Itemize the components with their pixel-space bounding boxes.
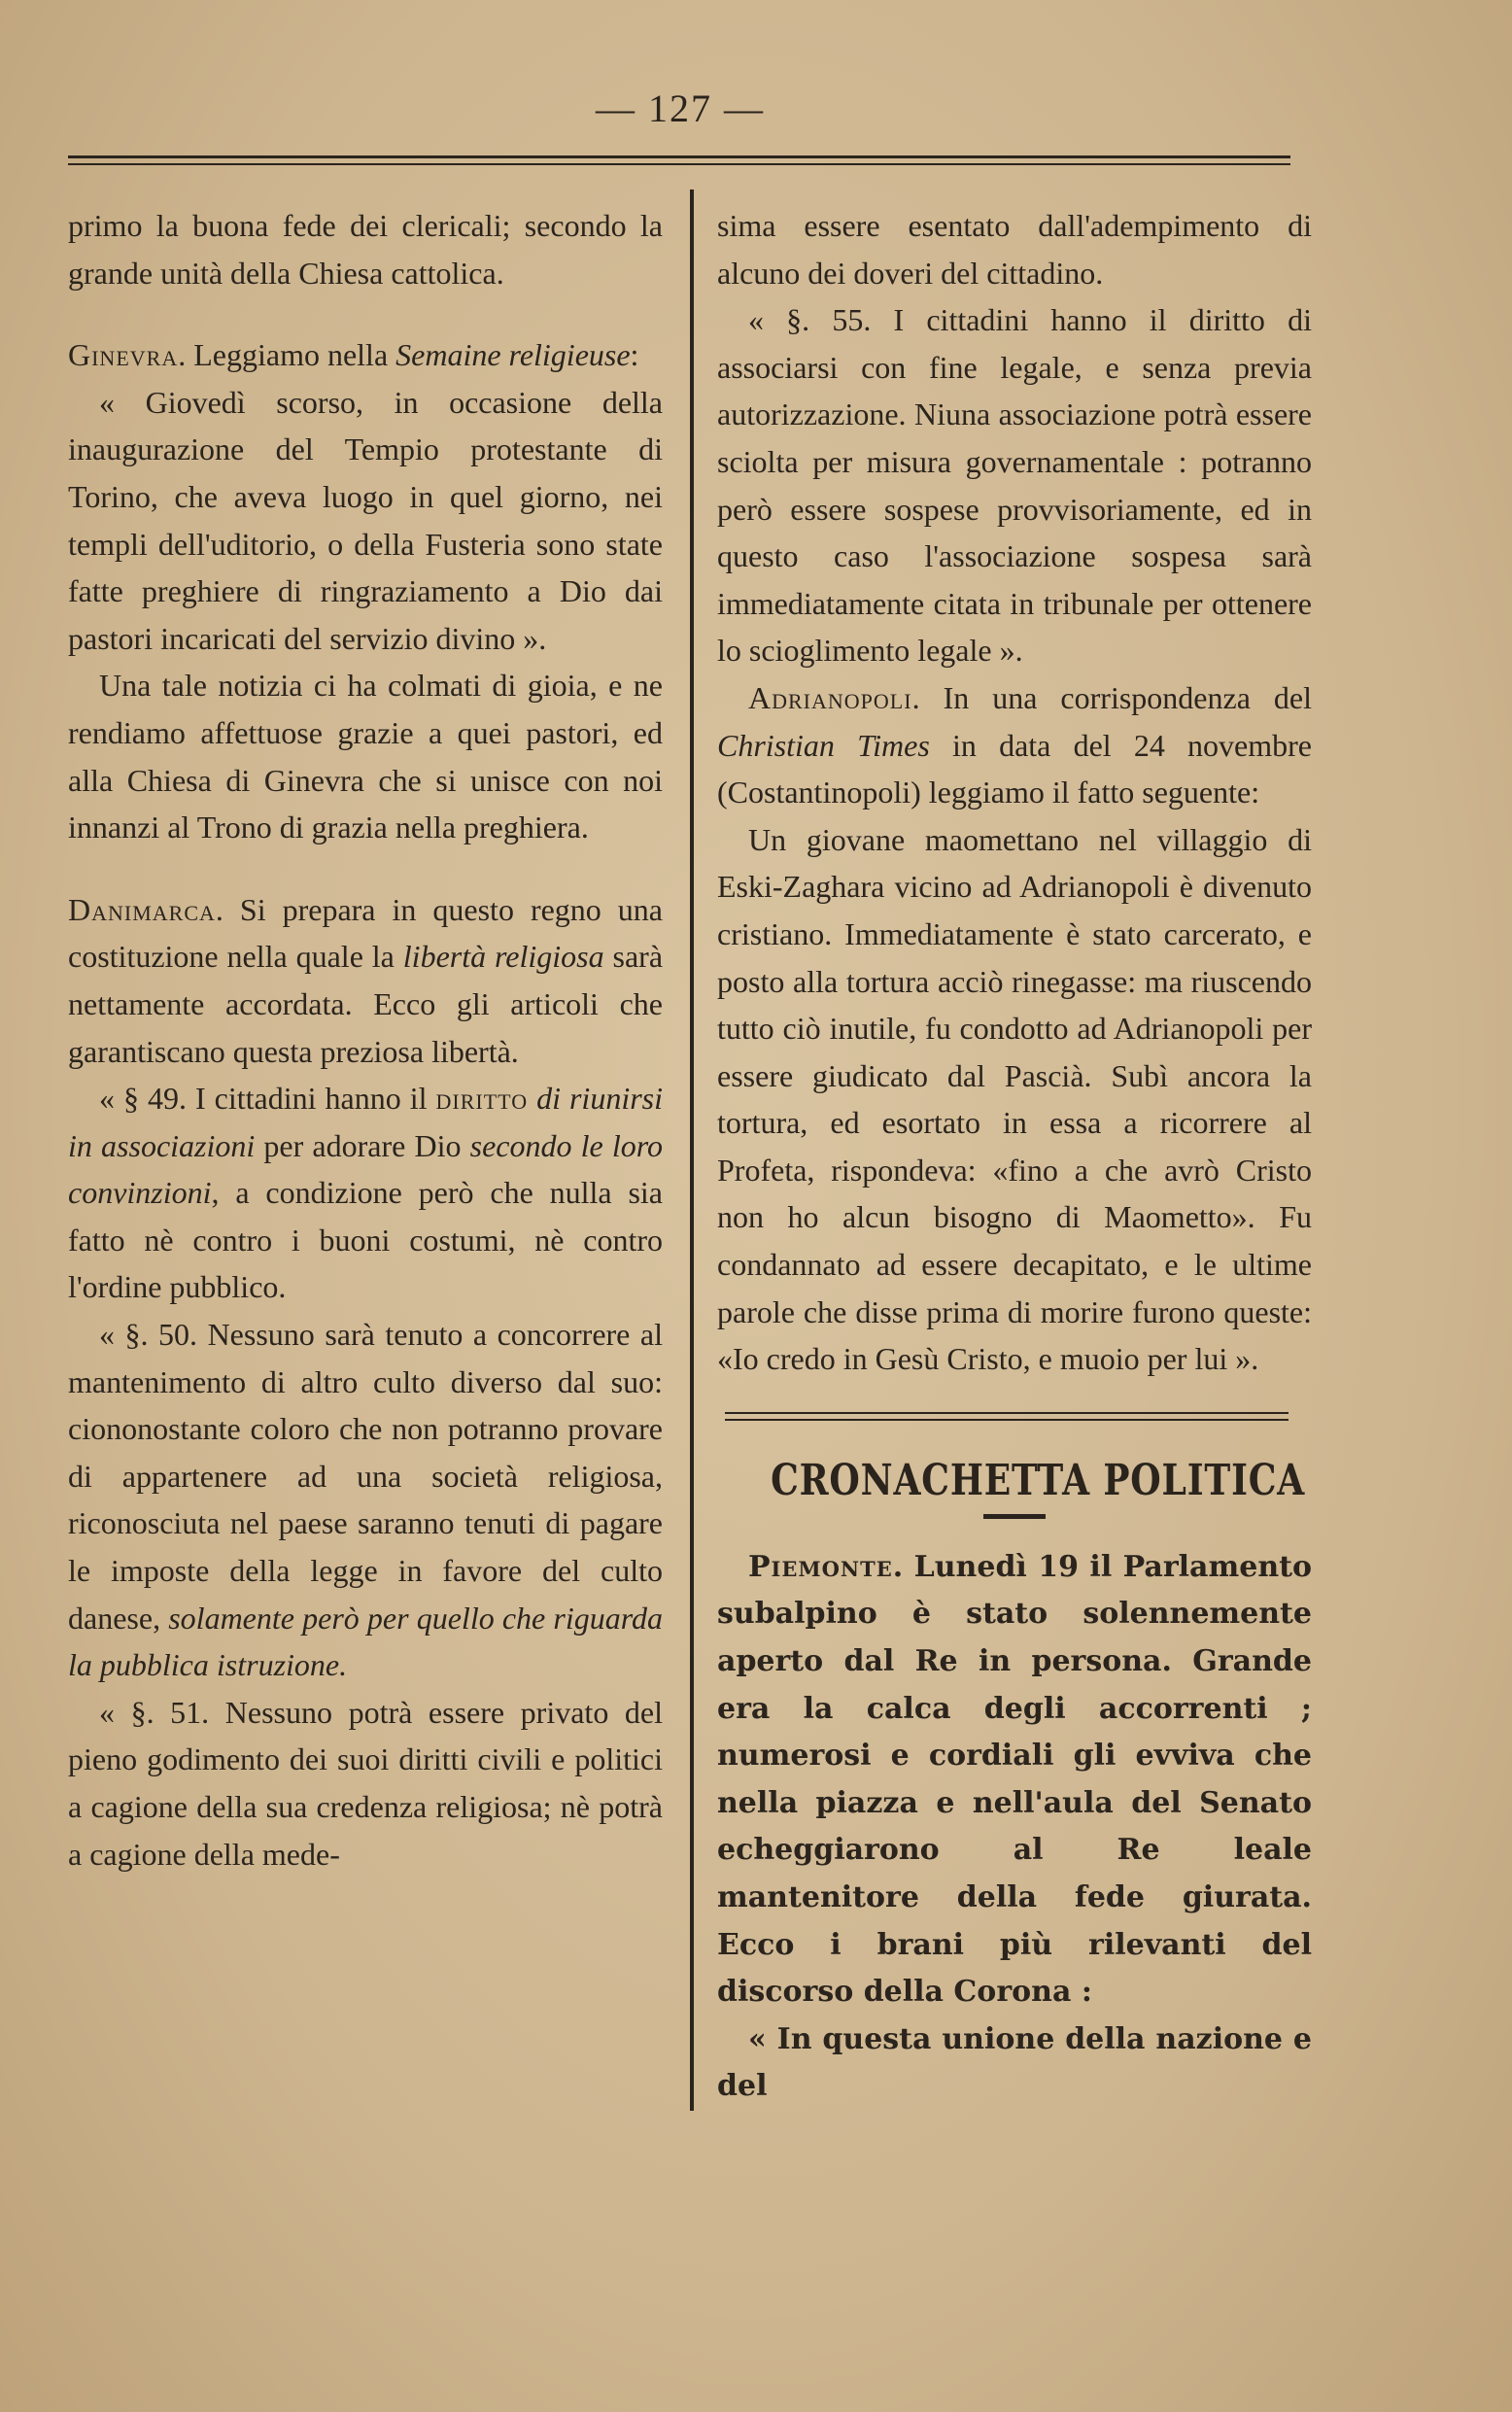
danimarca-place: Danimarca [68, 891, 216, 927]
piemonte-place: Piemonte [748, 1549, 893, 1584]
danimarca-text-a: . Si prepara in questo regno una costituzione nella quale la [68, 891, 663, 975]
piemonte-paragraph [717, 1544, 1312, 2016]
ginevra-colon: : [630, 337, 639, 373]
art49-b [528, 1081, 536, 1116]
danimarca-paragraph [68, 886, 663, 1075]
column-divider [690, 190, 694, 2111]
section-title-underline [983, 1514, 1046, 1519]
adrianopoli-text-a: . In una corrispondenza del [911, 679, 1312, 715]
adrianopoli-paragraph [717, 674, 1312, 816]
danimarca-text-b: sarà nettamente accordata. Ecco gli articoli che garantiscano questa preziosa libertà. [68, 939, 664, 1069]
adrianopoli-story: Un giovane maomettano nel villaggio di Eski-Zaghara vicino ad Adrianopoli è divenuto cristiano. Immediatamente è stato carcerato, e posto alla tortura acciò rinegasse: ma riuscendo tutto ciò inutile, fu condotto ad Adrianopoli per essere giudicato dal Pascià. Subì ancora la tortura, ed esortato in essa a ricorrere al Profeta, rispondeva: «fino a che avrò Cristo non ho alcun bisogno di Maometto». Fu condannato ad essere decapitato, e le ultime parole che disse prima di morire furono queste: «Io credo in Gesù Cristo, e muoio per lui ». [717, 821, 1312, 1377]
adrianopoli-text-b: in data del 24 novembre (Costantinopoli) leggiamo il fatto seguente: [717, 727, 1313, 810]
art49-italic-b: secondo le loro convinzioni [68, 1127, 663, 1211]
art50-italic: solamente però per quello che riguarda la pubblica istruzione. [68, 1600, 664, 1683]
art49-c: per adorare Dio [255, 1127, 470, 1163]
ginevra-heading-paragraph [68, 331, 663, 379]
art49-italic-a: di riunirsi in associazioni [68, 1081, 664, 1163]
danimarca-italic: libertà religiosa [402, 939, 604, 975]
page-number: — 127 — [596, 86, 765, 130]
ginevra-place: Ginevra [68, 337, 179, 373]
adrianopoli-place: Adrianopoli [748, 679, 912, 715]
header-rule [68, 155, 1290, 165]
adrianopoli-italic: Christian Times [717, 727, 930, 763]
piemonte-text: . Lunedì 19 il Parlamento subalpino è stato solennemente aperto dal Re in persona. Grande era la calca degli accorrenti ; numerosi e cordiali gli evviva che nella piazza e nell'aula del Senato echeggiarono al Re leale mantenitore della fede giurata. Ecco i brani più rilevanti del discorso della Corona : [717, 1549, 1312, 2010]
ginevra-comment: Una tale notizia ci ha colmati di gioia, e ne rendiamo affettuose grazie a quei pastori, ed alla Chiesa di Ginevra che si unisce con noi innanzi al Trono di grazia nella preghiera. [68, 668, 663, 845]
article-49 [68, 1075, 663, 1311]
section-title: CRONACHETTA POLITICA [771, 1455, 1306, 1505]
art49-diritto: diritto [435, 1081, 529, 1117]
art50-a: « §. 50. Nessuno sarà tenuto a concorrere al mantenimento di altro culto diverso dal suo: ciononostante coloro che non potranno provare di appartenere ad una società religiosa, riconosciuta nel paese saranno tenuti di pagare le imposte della legge in favore del culto danese, [68, 1317, 663, 1636]
piemonte-quote-start: « In questa unione della nazione e del [717, 2021, 1312, 2104]
ginevra-lead: . Leggiamo nella [178, 337, 396, 373]
article-51: « §. 51. Nessuno potrà essere privato del pieno godimento dei suoi diritti civili e politici a cagione della sua credenza religiosa; nè potrà a cagione della mede- [68, 1694, 663, 1872]
continuation-paragraph: sima essere esentato dall'adempimento di alcuno dei doveri del cittadino. [717, 208, 1312, 291]
left-column [68, 202, 663, 1878]
right-column [717, 202, 1312, 2111]
article-50 [68, 1311, 663, 1689]
art49-d: , a condizione però che nulla sia fatto nè contro i buoni costumi, nè contro l'ordine pubblico. [68, 1175, 663, 1305]
ginevra-source: Semaine religieuse [395, 337, 631, 373]
article-55: « §. 55. I cittadini hanno il diritto di associarsi con fine legale, e senza previa autorizzazione. Niuna associazione potrà essere sciolta per misura governamentale : potranno però essere sospese provvisoriamente, ed in questo caso l'associazione sospesa sarà immediatamente citata in tribunale per ottenere lo scioglimento legale ». [717, 302, 1312, 669]
ginevra-quote: « Giovedì scorso, in occasione della inaugurazione del Tempio protestante di Torino, che aveva luogo in quel giorno, nei templi dell'uditorio, o della Fusteria sono state fatte preghiere di ringraziamento a Dio dai pastori incaricati del servizio divino ». [68, 384, 663, 656]
section-rule [725, 1412, 1289, 1421]
intro-paragraph: primo la buona fede dei clericali; secondo la grande unità della Chiesa cattolica. [68, 208, 663, 291]
art49-a: « § 49. I cittadini hanno il [99, 1081, 436, 1117]
